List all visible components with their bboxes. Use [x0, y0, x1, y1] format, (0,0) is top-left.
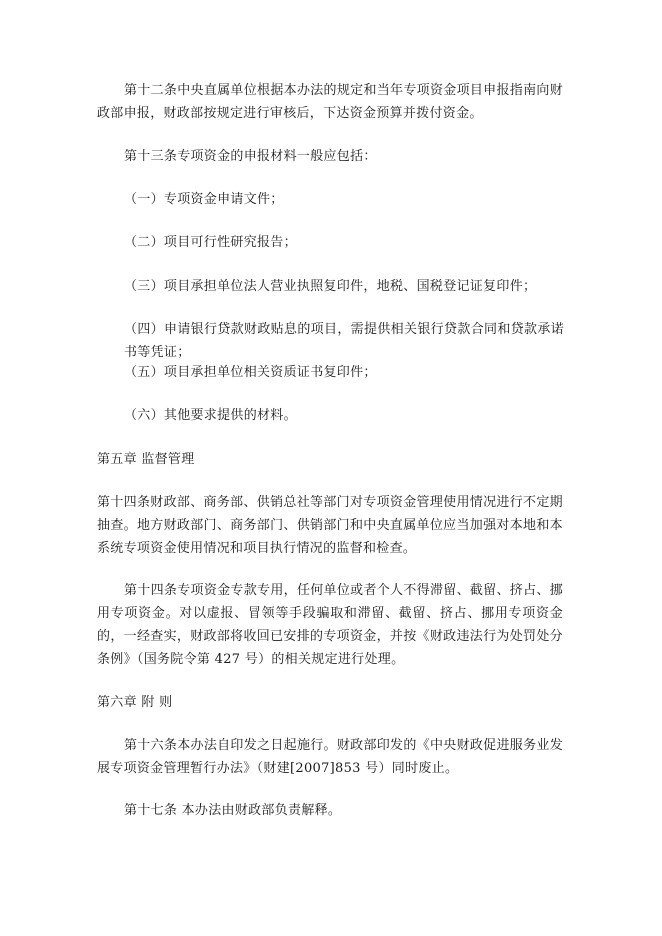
- article-14-supervision: 第十四条财政部、商务部、供销总社等部门对专项资金管理使用情况进行不定期抽查。地方财政部门、商务部门、供销部门和中央直属单位应当加强对本地和本系统专项资金使用情况和项目执行情况的监督和检查。: [97, 495, 563, 556]
- article-12: 第十二条中央直属单位根据本办法的规定和当年专项资金项目申报指南向财政部申报，财政部按规定进行审核后，下达资金预算并拨付资金。: [97, 83, 563, 121]
- list-item-5: （五）项目承担单位相关资质证书复印件；: [124, 365, 377, 380]
- list-item-6: （六）其他要求提供的材料。: [124, 408, 297, 423]
- chapter-5-heading: 第五章 监督管理: [97, 452, 195, 467]
- article-13: 第十三条专项资金的申报材料一般应包括：: [124, 149, 377, 164]
- list-item-4: （四）申请银行贷款财政贴息的项目，需提供相关银行贷款合同和贷款承诺书等凭证；: [124, 322, 564, 360]
- article-14-earmarked-funds: 第十四条专项资金专款专用，任何单位或者个人不得滞留、截留、挤占、挪用专项资金。对以虚报、冒领等手段骗取和滞留、截留、挤占、挪用专项资金的，一经查实，财政部将收回已安排的专项资金，并按《财政违法行为处罚处分条例》（国务院令第 427 号）的相关规定进行处理。: [97, 583, 563, 667]
- list-item-1: （一）专项资金申请文件；: [124, 192, 284, 207]
- article-17: 第十七条 本办法由财政部负责解释。: [124, 803, 342, 818]
- chapter-6-heading: 第六章 附 则: [97, 695, 173, 710]
- article-16: 第十六条本办法自印发之日起施行。财政部印发的《中央财政促进服务业发展专项资金管理暂行办法》（财建[2007]853 号）同时废止。: [97, 738, 563, 776]
- list-item-2: （二）项目可行性研究报告；: [124, 235, 297, 250]
- list-item-3: （三）项目承担单位法人营业执照复印件，地税、国税登记证复印件；: [124, 279, 537, 294]
